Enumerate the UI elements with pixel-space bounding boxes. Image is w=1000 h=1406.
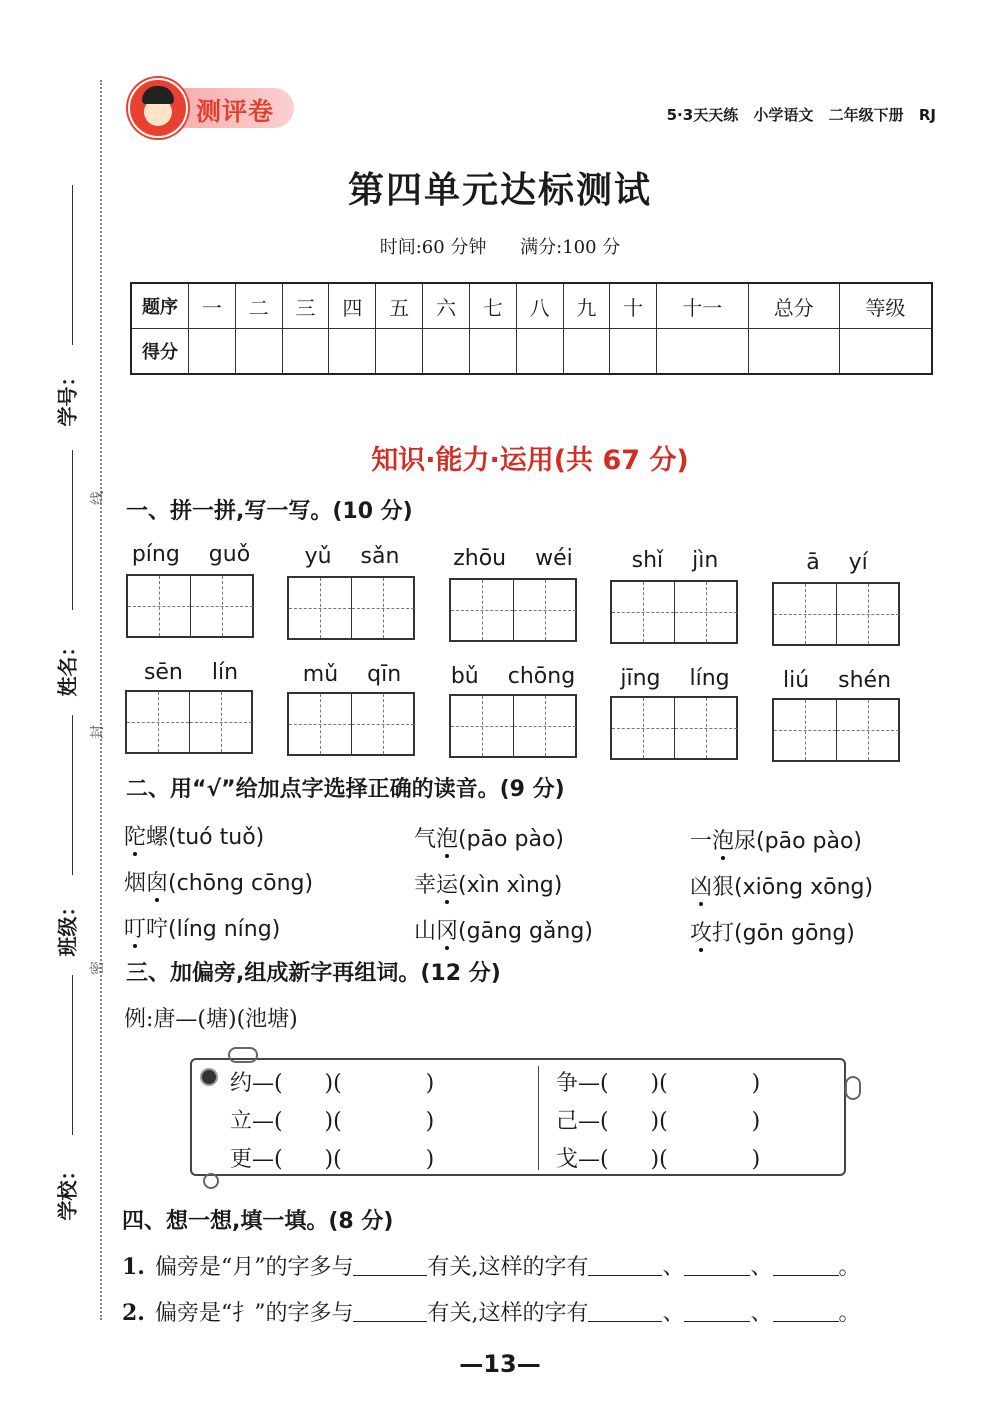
radical-row[interactable]: 约—( )( ) xyxy=(230,1071,435,1096)
pinyin-label: liú shén xyxy=(782,668,892,693)
q2-heading: 二、用“√”给加点字选择正确的读音。(9 分) xyxy=(126,777,565,802)
pinyin-label: bǔ chōng xyxy=(450,664,576,689)
reading-item[interactable]: 凶狠(xiōng xōng) xyxy=(690,875,874,900)
cut-mark-line: 线 xyxy=(90,491,106,505)
writing-grid[interactable] xyxy=(610,580,738,644)
pinyin-label: yǔ sǎn xyxy=(304,544,400,569)
reading-item[interactable]: 气泡(pāo pào) xyxy=(414,827,565,852)
writing-grid[interactable] xyxy=(449,694,577,758)
writing-grid[interactable] xyxy=(610,696,738,760)
section-banner: 知识·能力·运用(共 67 分) xyxy=(371,445,689,476)
score-cell[interactable] xyxy=(563,329,610,375)
table-row xyxy=(131,329,932,375)
radical-row[interactable]: 立—( )( ) xyxy=(230,1109,435,1134)
column-header: 二 xyxy=(235,283,282,329)
score-cell[interactable] xyxy=(423,329,470,375)
column-header: 八 xyxy=(516,283,563,329)
column-header: 四 xyxy=(329,283,376,329)
score-cell[interactable] xyxy=(235,329,282,375)
page-title: 第四单元达标测试 xyxy=(347,169,652,211)
q3-heading: 三、加偏旁,组成新字再组词。(12 分) xyxy=(126,961,501,986)
pinyin-label: mǔ qīn xyxy=(302,662,402,687)
scroll-divider xyxy=(538,1066,539,1170)
reading-item[interactable]: 一泡尿(pāo pào) xyxy=(690,829,863,854)
column-header: 十一 xyxy=(657,283,748,329)
radical-row[interactable]: 争—( )( ) xyxy=(556,1071,761,1096)
pinyin-label: píng guǒ xyxy=(131,542,251,567)
full-score: 满分:100 分 xyxy=(520,237,621,258)
writing-grid[interactable] xyxy=(125,690,253,754)
cartoon-boy-icon xyxy=(128,78,188,138)
scroll-curl-icon xyxy=(845,1076,861,1100)
pinyin-label: sēn lín xyxy=(143,660,239,685)
score-cell[interactable] xyxy=(329,329,376,375)
score-cell[interactable] xyxy=(748,329,839,375)
column-header: 总分 xyxy=(748,283,839,329)
test-badge xyxy=(128,78,296,134)
fill-blank[interactable] xyxy=(684,1251,750,1276)
score-cell[interactable] xyxy=(516,329,563,375)
fill-blank[interactable] xyxy=(353,1297,427,1322)
fill-blank[interactable] xyxy=(773,1297,839,1322)
cut-mark-secret: 密 xyxy=(90,961,106,975)
scroll-curl-icon xyxy=(228,1047,258,1063)
q3-example: 例:唐—(塘)(池塘) xyxy=(124,1007,298,1032)
score-cell[interactable] xyxy=(610,329,657,375)
school-label: 学校： xyxy=(55,1160,80,1221)
fill-blank[interactable] xyxy=(353,1251,427,1276)
fill-item: 1. 偏旁是“月”的字多与 有关,这样的字有 、 、 。 xyxy=(122,1250,861,1281)
column-header: 一 xyxy=(189,283,236,329)
q4-heading: 四、想一想,填一填。(8 分) xyxy=(122,1209,394,1234)
writing-grid[interactable] xyxy=(287,692,415,756)
radical-row[interactable]: 戈—( )( ) xyxy=(556,1147,761,1172)
column-header: 五 xyxy=(376,283,423,329)
writing-grid[interactable] xyxy=(449,578,577,642)
score-cell[interactable] xyxy=(282,329,329,375)
class-field[interactable] xyxy=(72,715,73,875)
reading-item[interactable]: 山冈(gāng gǎng) xyxy=(414,919,593,944)
series-info: 5·3天天练 小学语文 二年级下册 RJ xyxy=(666,106,936,124)
writing-grid[interactable] xyxy=(772,698,900,762)
reading-item[interactable]: 攻打(gōn gōng) xyxy=(690,921,855,946)
column-header: 七 xyxy=(469,283,516,329)
column-header: 九 xyxy=(563,283,610,329)
column-header: 六 xyxy=(423,283,470,329)
class-label: 班级： xyxy=(55,896,80,957)
reading-item[interactable]: 幸运(xìn xìng) xyxy=(414,873,563,898)
score-cell[interactable] xyxy=(376,329,423,375)
pinyin-label: ā yí xyxy=(806,550,868,575)
page-number: —13— xyxy=(459,1350,541,1378)
school-field[interactable] xyxy=(72,975,73,1135)
score-cell[interactable] xyxy=(839,329,932,375)
column-header: 三 xyxy=(282,283,329,329)
cut-mark-seal: 封 xyxy=(90,725,106,739)
score-cell[interactable] xyxy=(657,329,748,375)
pinyin-label: jīng líng xyxy=(620,666,730,691)
reading-item[interactable]: 叮咛(líng níng) xyxy=(124,917,281,942)
reading-item[interactable]: 烟囱(chōng cōng) xyxy=(124,871,314,896)
fill-blank[interactable] xyxy=(684,1297,750,1322)
pinyin-label: shǐ jìn xyxy=(631,548,719,573)
row-header: 得分 xyxy=(131,329,189,375)
table-row xyxy=(131,283,932,329)
fill-blank[interactable] xyxy=(773,1251,839,1276)
writing-grid[interactable] xyxy=(772,582,900,646)
score-cell[interactable] xyxy=(189,329,236,375)
row-header: 题序 xyxy=(131,283,189,329)
writing-grid[interactable] xyxy=(287,576,415,640)
reading-item[interactable]: 陀螺(tuó tuǒ) xyxy=(124,825,265,850)
radical-row[interactable]: 更—( )( ) xyxy=(230,1147,435,1172)
binding-dotted-line xyxy=(100,80,102,1320)
scroll-pin-icon xyxy=(200,1068,218,1086)
column-header: 十 xyxy=(610,283,657,329)
name-label: 姓名： xyxy=(55,636,80,697)
fill-item: 2. 偏旁是“扌”的字多与 有关,这样的字有 、 、 。 xyxy=(122,1296,861,1327)
column-header: 等级 xyxy=(839,283,932,329)
pinyin-label: zhōu wéi xyxy=(453,546,573,571)
student-id-label: 学号： xyxy=(55,366,80,427)
radical-scroll-box xyxy=(190,1058,846,1176)
time-limit: 时间:60 分钟 xyxy=(379,237,487,258)
fill-blank[interactable] xyxy=(588,1251,662,1276)
fill-blank[interactable] xyxy=(588,1297,662,1322)
writing-grid[interactable] xyxy=(126,574,254,638)
badge-label: 测评卷 xyxy=(196,97,275,126)
score-table xyxy=(130,282,933,375)
q1-heading: 一、拼一拼,写一写。(10 分) xyxy=(126,499,413,524)
radical-row[interactable]: 己—( )( ) xyxy=(556,1109,761,1134)
exam-meta xyxy=(0,233,1000,259)
score-cell[interactable] xyxy=(469,329,516,375)
scroll-curl-icon xyxy=(203,1173,219,1189)
